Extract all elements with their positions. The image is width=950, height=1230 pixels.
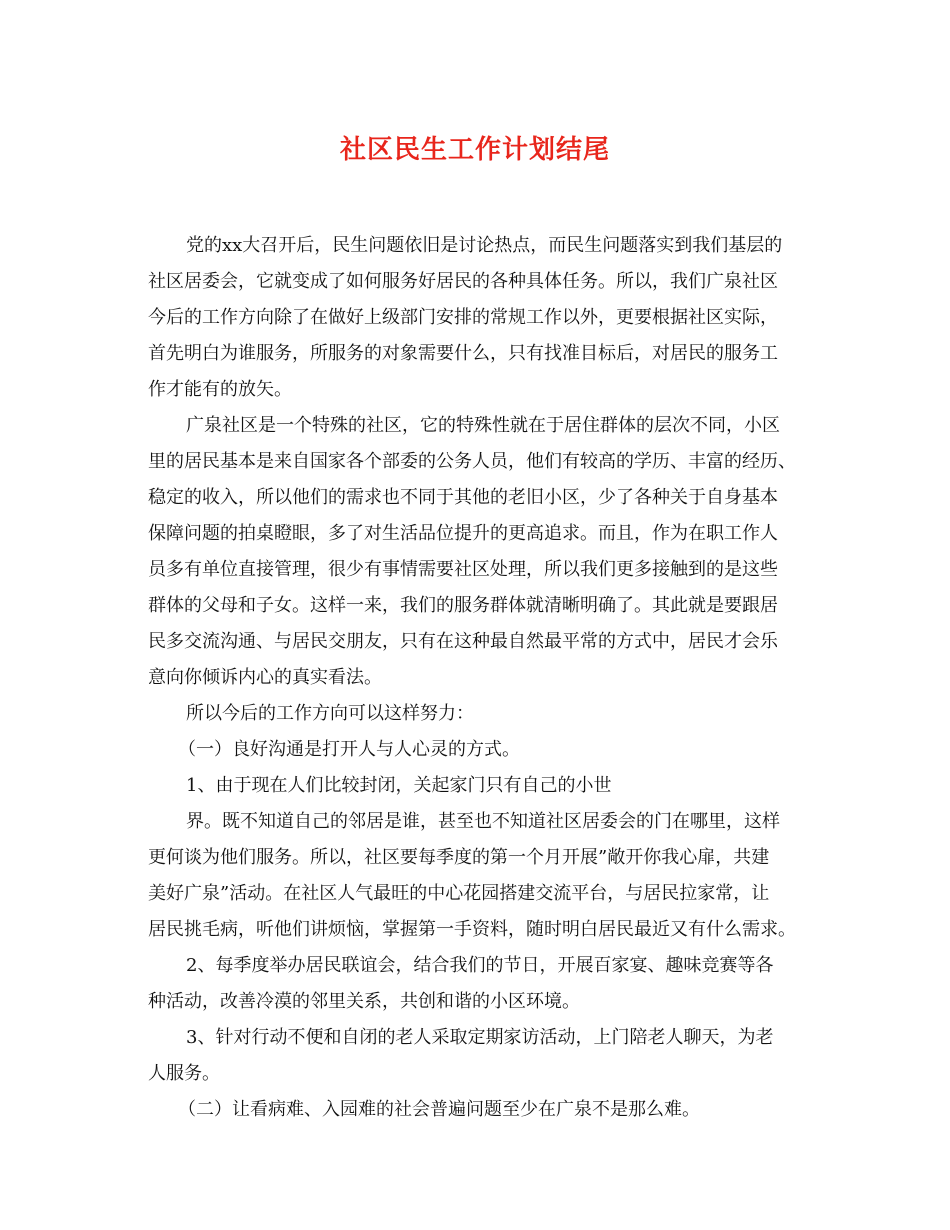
paragraph-line: 美好广泉”活动。在社区人气最旺的中心花园搭建交流平台，与居民拉家常，让 (148, 883, 770, 904)
paragraph-line: 今后的工作方向除了在做好上级部门安排的常规工作以外，更要根据社区实际， (148, 307, 778, 328)
paragraph-line: 3、针对行动不便和自闭的老人采取定期家访活动，上门陪老人聊天，为老 (186, 1027, 774, 1048)
paragraph-line: 界。既不知道自己的邻居是谁，甚至也不知道社区居委会的门在哪里，这样 (186, 811, 780, 832)
section-heading: （二）让看病难、入园难的社会普遍问题至少在广泉不是那么难。 (178, 1099, 700, 1120)
paragraph-line: 意向你倾诉内心的真实看法。 (148, 667, 382, 688)
paragraph-line: 民多交流沟通、与居民交朋友，只有在这种最自然最平常的方式中，居民才会乐 (148, 631, 778, 652)
paragraph-line: 居民挑毛病，听他们讲烦恼，掌握第一手资料，随时明白居民最近又有什么需求。 (148, 919, 796, 940)
document-title: 社区民生工作计划结尾 (339, 135, 610, 165)
paragraph-line: 党的xx大召开后，民生问题依旧是讨论热点，而民生问题落实到我们基层的 (186, 235, 783, 256)
paragraph-line: 所以今后的工作方向可以这样努力： (186, 703, 474, 724)
paragraph-line: 更何谈为他们服务。所以，社区要每季度的第一个月开展”敞开你我心扉，共建 (148, 847, 770, 868)
paragraph-line: 人服务。 (148, 1063, 220, 1084)
paragraph-line: 广泉社区是一个特殊的社区，它的特殊性就在于居住群体的层次不同，小区 (186, 415, 780, 436)
paragraph-line: 社区居委会，它就变成了如何服务好居民的各种具体任务。所以，我们广泉社区 (148, 271, 778, 292)
section-heading: （一）良好沟通是打开人与人心灵的方式。 (178, 739, 520, 760)
paragraph-line: 种活动，改善冷漠的邻里关系，共创和谐的小区环境。 (148, 991, 580, 1012)
paragraph-line: 1、由于现在人们比较封闭，关起家门只有自己的小世 (186, 775, 612, 796)
paragraph-line: 首先明白为谁服务，所服务的对象需要什么，只有找准目标后，对居民的服务工 (148, 343, 778, 364)
paragraph-line: 员多有单位直接管理，很少有事情需要社区处理，所以我们更多接触到的是这些 (148, 559, 778, 580)
paragraph-line: 里的居民基本是来自国家各个部委的公务人员，他们有较高的学历、丰富的经历、 (148, 451, 796, 472)
paragraph-line: 2、每季度举办居民联谊会，结合我们的节日，开展百家宴、趣味竞赛等各 (186, 955, 774, 976)
paragraph-line: 保障问题的拍桌瞪眼，多了对生活品位提升的更高追求。而且，作为在职工作人 (148, 523, 778, 544)
paragraph-line: 稳定的收入，所以他们的需求也不同于其他的老旧小区，少了各种关于自身基本 (148, 487, 778, 508)
paragraph-line: 群体的父母和子女。这样一来，我们的服务群体就清晰明确了。其此就是要跟居 (148, 595, 778, 616)
paragraph-line: 作才能有的放矢。 (148, 379, 292, 400)
